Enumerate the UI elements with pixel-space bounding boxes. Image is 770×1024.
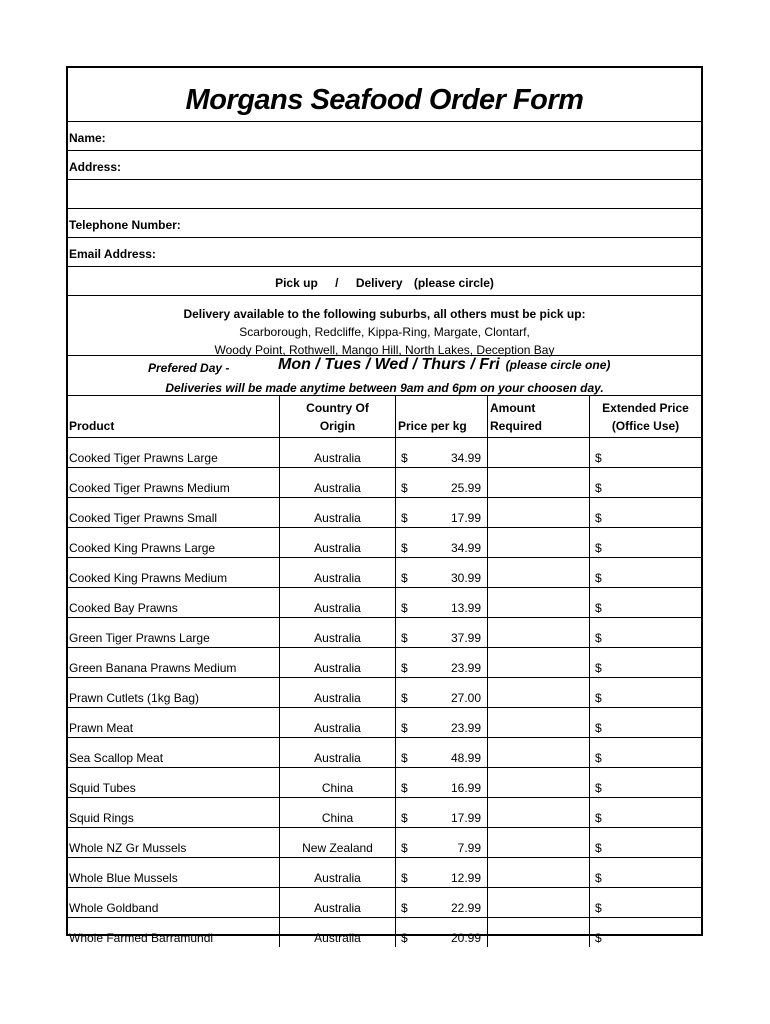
price-value: 23.99 [450, 661, 481, 675]
product-name: Prawn Cutlets (1kg Bag) [68, 678, 280, 708]
currency-symbol: $ [401, 481, 408, 495]
price-value: 22.99 [450, 901, 481, 915]
email-field[interactable] [68, 238, 701, 267]
preferred-day-label: Prefered Day - [148, 361, 230, 375]
product-price [396, 678, 488, 708]
product-name: Whole Blue Mussels [68, 858, 280, 888]
price-value: 12.99 [450, 871, 481, 885]
product-price [396, 648, 488, 678]
extended-price-cell[interactable] [590, 498, 702, 528]
extended-currency-symbol: $ [595, 541, 602, 555]
table-row [68, 888, 701, 918]
amount-required-input[interactable] [488, 828, 590, 858]
product-origin: China [280, 768, 396, 798]
price-value: 34.99 [450, 541, 481, 555]
currency-symbol: $ [401, 811, 408, 825]
name-label: Name: [69, 131, 106, 145]
table-row [68, 528, 701, 558]
product-name: Green Banana Prawns Medium [68, 648, 280, 678]
product-origin: Australia [280, 678, 396, 708]
extended-price-cell[interactable] [590, 648, 702, 678]
product-name: Whole Farmed Barramundi [69, 931, 214, 945]
extended-price-cell[interactable] [590, 618, 702, 648]
product-price [396, 468, 488, 498]
currency-symbol: $ [401, 781, 408, 795]
currency-symbol: $ [401, 571, 408, 585]
amount-required-input[interactable] [488, 918, 590, 948]
currency-symbol: $ [401, 871, 408, 885]
extended-currency-symbol: $ [595, 601, 602, 615]
extended-price-cell[interactable] [590, 558, 702, 588]
table-row [68, 798, 701, 828]
extended-price-cell[interactable] [590, 828, 702, 858]
amount-required-input[interactable] [488, 588, 590, 618]
table-row [68, 768, 701, 798]
price-value: 27.00 [450, 691, 481, 705]
telephone-label: Telephone Number: [69, 218, 181, 232]
product-price [396, 888, 488, 918]
extended-price-cell[interactable] [590, 888, 702, 918]
product-origin: Australia [280, 858, 396, 888]
extended-price-cell[interactable] [590, 438, 702, 468]
product-name: Sea Scallop Meat [68, 738, 280, 768]
price-value: 30.99 [450, 571, 481, 585]
product-name: Whole NZ Gr Mussels [68, 828, 280, 858]
product-origin: Australia [280, 558, 396, 588]
currency-symbol: $ [401, 661, 408, 675]
extended-currency-symbol: $ [595, 841, 602, 855]
product-name: Cooked Tiger Prawns Large [68, 438, 280, 468]
price-value: 7.99 [457, 841, 481, 855]
product-name: Cooked King Prawns Medium [68, 558, 280, 588]
price-value: 37.99 [450, 631, 481, 645]
extended-currency-symbol: $ [595, 691, 602, 705]
amount-required-input[interactable] [488, 498, 590, 528]
table-row [68, 438, 701, 468]
price-value: 23.99 [450, 721, 481, 735]
email-label: Email Address: [69, 247, 156, 261]
extended-price-cell[interactable] [590, 798, 702, 828]
table-row [68, 498, 701, 528]
product-origin: Australia [280, 528, 396, 558]
amount-required-input[interactable] [488, 528, 590, 558]
amount-required-input[interactable] [488, 438, 590, 468]
amount-required-input[interactable] [488, 798, 590, 828]
name-field[interactable] [68, 122, 701, 151]
product-origin: Australia [280, 918, 396, 948]
currency-symbol: $ [401, 721, 408, 735]
product-origin: Australia [280, 588, 396, 618]
amount-required-input[interactable] [488, 888, 590, 918]
product-price [396, 798, 488, 828]
currency-symbol: $ [401, 601, 408, 615]
currency-symbol: $ [401, 691, 408, 705]
extended-price-cell[interactable] [590, 708, 702, 738]
product-price [396, 828, 488, 858]
product-origin: Australia [280, 708, 396, 738]
product-price [396, 618, 488, 648]
amount-required-input[interactable] [488, 618, 590, 648]
product-origin: New Zealand [280, 828, 396, 858]
table-row [68, 918, 701, 948]
product-origin: Australia [280, 468, 396, 498]
table-row [68, 618, 701, 648]
amount-required-input[interactable] [488, 708, 590, 738]
preferred-day-row [68, 356, 701, 376]
product-price [396, 528, 488, 558]
extended-price-cell[interactable] [590, 768, 702, 798]
price-value: 17.99 [450, 511, 481, 525]
table-row [68, 828, 701, 858]
extended-currency-symbol: $ [595, 511, 602, 525]
price-value: 25.99 [450, 481, 481, 495]
telephone-field[interactable] [68, 209, 701, 238]
amount-required-input[interactable] [488, 468, 590, 498]
product-name: Whole Goldband [68, 888, 280, 918]
header-origin: Country Of Origin [280, 396, 396, 438]
product-price [396, 768, 488, 798]
price-value: 13.99 [450, 601, 481, 615]
pickup-option[interactable]: Pick up [275, 276, 318, 290]
extended-currency-symbol: $ [595, 721, 602, 735]
product-price [396, 708, 488, 738]
product-origin: Australia [280, 648, 396, 678]
extended-price-cell[interactable] [590, 528, 702, 558]
table-row [68, 468, 701, 498]
amount-required-input[interactable] [488, 558, 590, 588]
product-name: Squid Tubes [68, 768, 280, 798]
product-origin: Australia [280, 438, 396, 468]
table-row [68, 648, 701, 678]
suburbs-line-1: Scarborough, Redcliffe, Kippa-Ring, Margate, Clontarf, [239, 325, 530, 339]
product-price [396, 558, 488, 588]
amount-required-input[interactable] [488, 738, 590, 768]
day-options[interactable] [278, 356, 610, 374]
address-field[interactable] [68, 151, 701, 180]
amount-required-input[interactable] [488, 768, 590, 798]
order-form [66, 66, 703, 945]
currency-symbol: $ [401, 751, 408, 765]
suburbs-line-2: Woody Point, Rothwell, Mango Hill, North Lakes, Deception Bay [214, 343, 555, 357]
product-name: Squid Rings [68, 798, 280, 828]
currency-symbol: $ [401, 841, 408, 855]
product-table [68, 396, 701, 947]
table-row [68, 708, 701, 738]
header-amount: Amount Required [488, 396, 590, 438]
pickup-note: (please circle) [413, 276, 494, 290]
product-name: Cooked Tiger Prawns Medium [68, 468, 280, 498]
day-options-text: Mon / Tues / Wed / Thurs / Fri [278, 356, 500, 373]
table-row [68, 738, 701, 768]
delivery-suburbs [68, 296, 701, 356]
extended-price-cell[interactable] [590, 858, 702, 888]
extended-currency-symbol: $ [595, 931, 602, 945]
pickup-separator: / [335, 276, 339, 290]
extended-currency-symbol: $ [595, 871, 602, 885]
product-price [396, 918, 488, 948]
delivery-option[interactable]: Delivery [355, 276, 403, 290]
extended-currency-symbol: $ [595, 451, 602, 465]
header-extended-price: Extended Price (Office Use) [590, 396, 702, 438]
extended-price-cell[interactable] [590, 918, 702, 948]
product-name: Cooked Bay Prawns [68, 588, 280, 618]
product-name: Cooked Tiger Prawns Small [68, 498, 280, 528]
extended-currency-symbol: $ [595, 811, 602, 825]
extended-currency-symbol: $ [595, 781, 602, 795]
address-label: Address: [69, 160, 122, 174]
price-value: 20.99 [450, 931, 481, 945]
day-note: (please circle one) [505, 358, 611, 372]
amount-required-input[interactable] [488, 648, 590, 678]
extended-price-cell[interactable] [590, 738, 702, 768]
product-price [396, 498, 488, 528]
product-name: Prawn Meat [68, 708, 280, 738]
delivery-hours-note: Deliveries will be made anytime between 9am and 6pm on your choosen day. [68, 376, 701, 396]
currency-symbol: $ [401, 541, 408, 555]
extended-currency-symbol: $ [595, 751, 602, 765]
product-price [396, 738, 488, 768]
currency-symbol: $ [401, 451, 408, 465]
currency-symbol: $ [401, 631, 408, 645]
extended-price-cell[interactable] [590, 678, 702, 708]
delivery-heading: Delivery available to the following suburbs, all others must be pick up: [183, 307, 586, 321]
address-field-line2[interactable] [68, 180, 701, 209]
extended-currency-symbol: $ [595, 571, 602, 585]
price-value: 34.99 [450, 451, 481, 465]
amount-required-input[interactable] [488, 678, 590, 708]
product-price [396, 858, 488, 888]
header-price: Price per kg [396, 396, 488, 438]
product-origin: Australia [280, 888, 396, 918]
product-name: Green Tiger Prawns Large [68, 618, 280, 648]
price-value: 16.99 [450, 781, 481, 795]
table-row [68, 588, 701, 618]
product-origin: Australia [280, 618, 396, 648]
extended-price-cell[interactable] [590, 588, 702, 618]
currency-symbol: $ [401, 511, 408, 525]
currency-symbol: $ [401, 901, 408, 915]
product-origin: Australia [280, 738, 396, 768]
product-origin: China [280, 798, 396, 828]
table-header-row [68, 396, 701, 438]
pickup-delivery-row [68, 267, 701, 296]
header-product: Product [68, 396, 280, 438]
extended-currency-symbol: $ [595, 661, 602, 675]
extended-currency-symbol: $ [595, 901, 602, 915]
product-origin: Australia [280, 498, 396, 528]
extended-price-cell[interactable] [590, 468, 702, 498]
product-name: Cooked King Prawns Large [68, 528, 280, 558]
currency-symbol: $ [401, 931, 408, 945]
product-price [396, 438, 488, 468]
amount-required-input[interactable] [488, 858, 590, 888]
extended-currency-symbol: $ [595, 481, 602, 495]
table-row [68, 678, 701, 708]
table-row [68, 858, 701, 888]
extended-currency-symbol: $ [595, 631, 602, 645]
price-value: 48.99 [450, 751, 481, 765]
product-price [396, 588, 488, 618]
table-row [68, 558, 701, 588]
form-title: Morgans Seafood Order Form [68, 68, 701, 122]
price-value: 17.99 [450, 811, 481, 825]
